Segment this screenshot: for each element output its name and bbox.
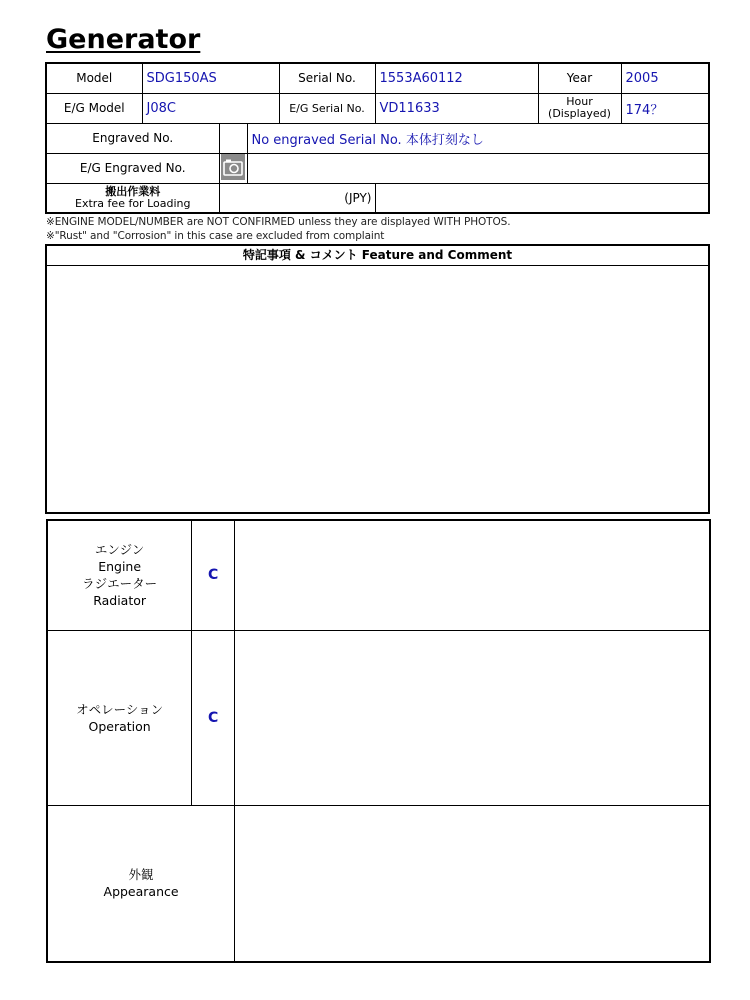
eg-serial-value: VD11633 bbox=[375, 93, 538, 123]
operation-comment bbox=[235, 630, 710, 805]
spec-table bbox=[45, 62, 710, 214]
operation-grade: C bbox=[192, 630, 235, 805]
operation-label-en: Operation bbox=[88, 718, 151, 734]
appearance-comment bbox=[235, 805, 710, 962]
serial-label: Serial No. bbox=[279, 63, 375, 93]
engraved-photo-cell bbox=[219, 123, 247, 153]
eg-engraved-value bbox=[247, 153, 709, 183]
comment-box bbox=[45, 244, 710, 514]
year-label: Year bbox=[538, 63, 621, 93]
extra-fee-label-jp: 搬出作業料 bbox=[105, 184, 161, 198]
engine-comment bbox=[235, 520, 710, 630]
eg-engraved-photo-cell bbox=[219, 153, 247, 183]
engine-label-en: Engine bbox=[98, 559, 142, 575]
extra-fee-blank bbox=[375, 183, 709, 213]
year-value: 2005 bbox=[621, 63, 709, 93]
extra-fee-value bbox=[219, 183, 375, 213]
condition-table bbox=[46, 519, 711, 963]
page-title: Generator bbox=[46, 24, 201, 55]
engine-radiator-label bbox=[47, 520, 192, 630]
comment-header: 特記事項 & コメント Feature and Comment bbox=[47, 246, 708, 266]
appearance-label bbox=[47, 805, 235, 962]
extra-fee-label-en: Extra fee for Loading bbox=[75, 196, 191, 210]
camera-icon[interactable] bbox=[221, 154, 245, 183]
model-label: Model bbox=[46, 63, 142, 93]
hour-label bbox=[538, 93, 621, 123]
eg-engraved-label: E/G Engraved No. bbox=[46, 153, 219, 183]
engine-label-jp: エンジン bbox=[94, 542, 145, 558]
eg-model-value: J08C bbox=[142, 93, 279, 123]
radiator-label-en: Radiator bbox=[93, 593, 147, 609]
engraved-label: Engraved No. bbox=[46, 123, 219, 153]
eg-serial-label: E/G Serial No. bbox=[279, 93, 375, 123]
operation-label bbox=[47, 630, 192, 805]
hour-label-line2: (Displayed) bbox=[548, 107, 611, 120]
engine-grade: C bbox=[192, 520, 235, 630]
hour-value: 174？ bbox=[621, 93, 709, 123]
appearance-label-jp: 外観 bbox=[128, 867, 154, 883]
operation-label-jp: オペレーション bbox=[76, 701, 164, 717]
engraved-value: No engraved Serial No. 本体打刻なし bbox=[247, 123, 709, 153]
note-rust: ※"Rust" and "Corrosion" in this case are excluded from complaint bbox=[46, 230, 385, 242]
serial-value: 1553A60112 bbox=[375, 63, 538, 93]
model-value: SDG150AS bbox=[142, 63, 279, 93]
hour-label-line1: Hour bbox=[566, 95, 593, 108]
appearance-label-en: Appearance bbox=[103, 884, 179, 900]
eg-model-label: E/G Model bbox=[46, 93, 142, 123]
currency-label: (JPY) bbox=[344, 190, 372, 205]
note-engine: ※ENGINE MODEL/NUMBER are NOT CONFIRMED unless they are displayed WITH PHOTOS. bbox=[46, 216, 511, 228]
radiator-label-jp: ラジエーター bbox=[82, 576, 158, 592]
extra-fee-label bbox=[46, 183, 219, 213]
